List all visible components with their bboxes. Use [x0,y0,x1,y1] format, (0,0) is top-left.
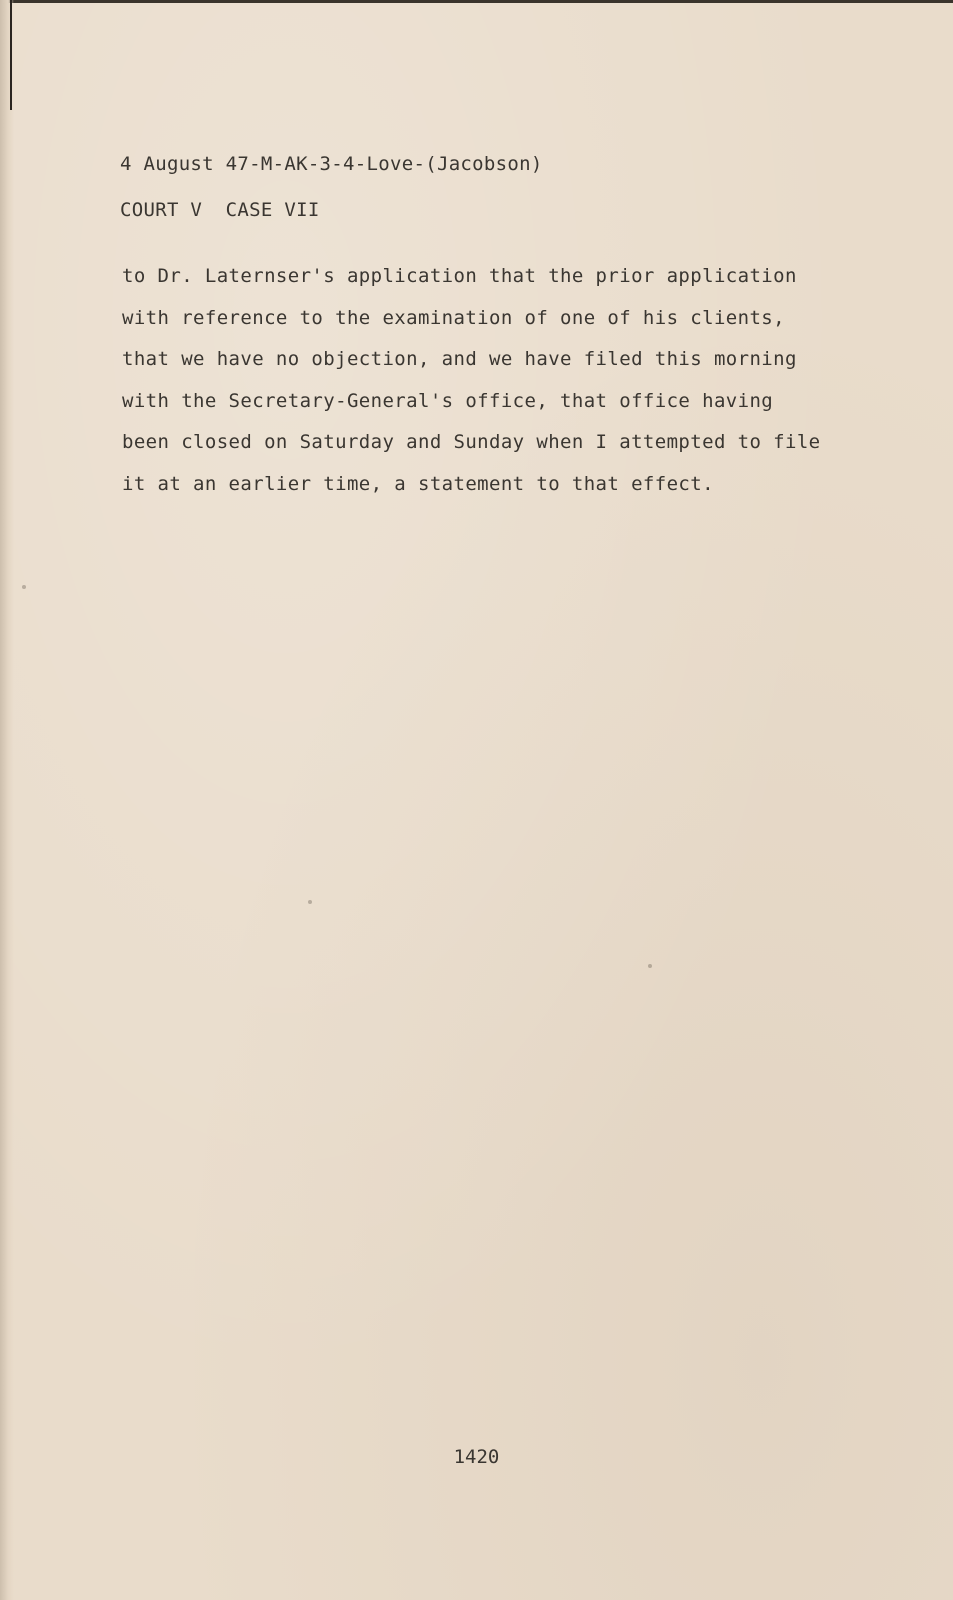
body-line: been closed on Saturday and Sunday when I attempted to file [122,431,821,453]
document-header-reference: 4 August 47-M-AK-3-4-Love-(Jacobson) [120,153,543,175]
document-header-court-case: COURT V CASE VII [120,199,320,221]
document-body [122,256,862,505]
body-line: that we have no objection, and we have filed this morning [122,348,797,370]
page-top-edge [0,0,953,3]
body-line: it at an earlier time, a statement to that effect. [122,472,714,495]
body-line: with reference to the examination of one of his clients, [122,306,785,329]
binding-mark [10,0,12,110]
body-line: with the Secretary-General's office, that office having [122,389,774,412]
paper-speck [308,900,312,904]
body-line: to Dr. Laternser's application that the prior application [122,265,797,287]
paper-speck [22,585,26,589]
paper-speck [648,964,652,968]
page-number: 1420 [453,1446,500,1468]
page-left-edge [0,0,14,1600]
